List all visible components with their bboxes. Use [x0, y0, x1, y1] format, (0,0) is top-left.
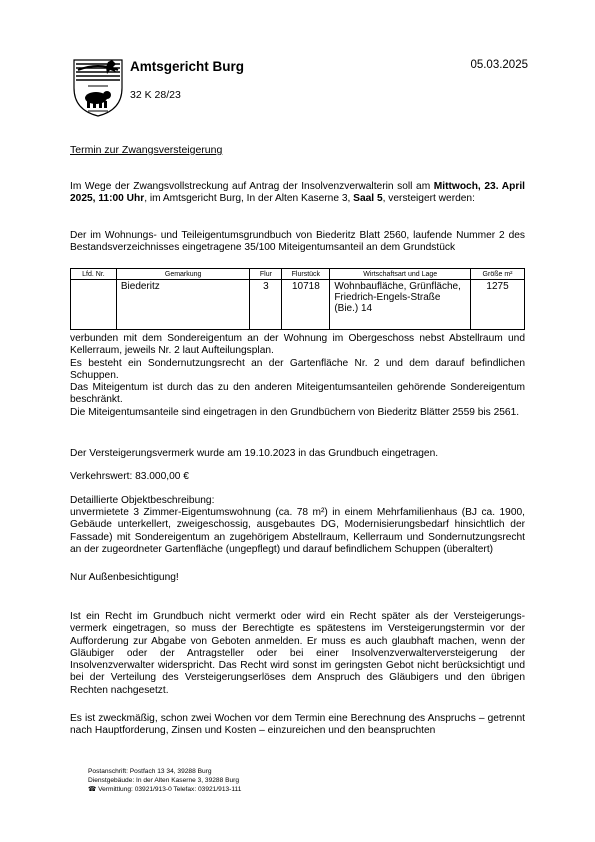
after-table-paragraph — [70, 333, 525, 419]
verkehrswert-line: Verkehrswert: 83.000,00 € — [70, 471, 189, 482]
office-address: Dienstgebäude: In der Alten Kaserne 3, 39288 Burg — [88, 776, 240, 784]
auction-room: Saal 5 — [353, 193, 383, 205]
coat-of-arms-icon — [72, 58, 124, 118]
intro-paragraph: Im Wege der Zwangsvollstreckung auf Antrag der Insolvenzverwalterin soll am Mittwoch, 23. April 2025, 11:00 Uhr, im Amtsgericht Burg, In der Alten Kaserne 3, Saal 5, versteigert werden: — [70, 181, 525, 205]
column-header: Wirtschaftsart und Lage — [330, 269, 471, 280]
table-cell — [71, 280, 117, 330]
vermerk-line: Der Versteigerungsvermerk wurde am 19.10.2023 in das Grundbuch eingetragen. — [70, 448, 439, 459]
property-table — [70, 268, 525, 330]
column-header: Flurstück — [282, 269, 330, 280]
document-date: 05.03.2025 — [470, 59, 528, 71]
rights-paragraph: Ist ein Recht im Grundbuch nicht vermerkt oder wird ein Recht später als der Versteigerungs-vermerk eingetragen, so muss der Berechtigte es spätestens im Versteigerungstermin vor der Aufforderung zur Abgabe von Geboten anmelden. Er muss es auch glaubhaft machen, wenn der Gläubiger oder der Antragsteller oder bei einer Insolvenzverwalterversteigerung der Insolvenzverwalter widerspricht. Das Recht wird sonst im geringsten Gebot nicht berücksichtigt und bei der Verteilung des Versteigerungserlöses dem Anspruch des Gläubigers und den übrigen Rechten nachgesetzt. — [70, 611, 525, 696]
table-cell: Biederitz — [116, 280, 250, 330]
viewing-note: Nur Außenbesichtigung! — [70, 572, 179, 583]
object-heading: Detaillierte Objektbeschreibung: — [70, 495, 215, 506]
table-header-row — [71, 269, 525, 280]
column-header: Gemarkung — [116, 269, 250, 280]
text-line: Es besteht ein Sondernutzungsrecht an der Gartenfläche Nr. 2 und dem darauf befindlichen Schuppen. — [70, 357, 525, 381]
phone-line: ☎ Vermittlung: 03921/913-0 Telefax: 03921/913-111 — [88, 785, 242, 793]
telephone-icon: ☎ — [88, 785, 97, 793]
auction-datetime: Mittwoch, 23. April 2025, 11:00 Uhr — [70, 181, 525, 205]
case-number: 32 K 28/23 — [130, 89, 181, 101]
column-header: Größe m² — [471, 269, 525, 280]
table-row — [71, 280, 525, 330]
grundbuch-paragraph: Der im Wohnungs- und Teileigentumsgrundbuch von Biederitz Blatt 2560, laufende Nummer 2 des Bestandsverzeichnisses eingetragene 35/100 Miteigentumsanteil an dem Grundstück — [70, 230, 525, 254]
footer — [88, 768, 241, 794]
table-cell: 3 — [250, 280, 282, 330]
document-title: Termin zur Zwangsversteigerung — [70, 144, 223, 156]
text-line: Das Miteigentum ist durch das zu den anderen Miteigentumsanteilen gehörende Sondereigentum beschränkt. — [70, 382, 525, 406]
court-name: Amtsgericht Burg — [130, 59, 245, 74]
table-cell: Wohnbaufläche, Grünfläche, Friedrich-Engels-Straße (Bie.) 14 — [330, 280, 471, 330]
object-description: unvermietete 3 Zimmer-Eigentumswohnung (ca. 78 m²) in einem Mehrfamilienhaus (BJ ca. 1900, Gebäude unterkellert, zweigeschossig, ausgebautes DG, Modernisierungsbedarf hinsichtlich der Fassade) mit Sondereigentum an zugehörigem Abstellraum, Kellerraum und Sondernutzungsrecht an der zugeordneter Gartenfläche (ungepflegt) und darauf befindlichem Schuppen (überaltert) — [70, 507, 525, 555]
table-cell: 1275 — [471, 280, 525, 330]
last-paragraph: Es ist zweckmäßig, schon zwei Wochen vor dem Termin eine Berechnung des Anspruchs – getrennt nach Hauptforderung, Zinsen und Kosten – einzureichen und den beanspruchten — [70, 713, 525, 737]
postal-address: Postanschrift: Postfach 13 34, 39288 Burg — [88, 768, 212, 775]
text-line: Die Miteigentumsanteile sind eingetragen in den Grundbüchern von Biederitz Blätter 2559 bis 2561. — [70, 406, 520, 418]
text-line: verbunden mit dem Sondereigentum an der Wohnung im Obergeschoss nebst Abstellraum und Kellerraum, jeweils Nr. 2 laut Aufteilungsplan. — [70, 333, 525, 357]
column-header: Flur — [250, 269, 282, 280]
column-header: Lfd. Nr. — [71, 269, 117, 280]
table-cell: 10718 — [282, 280, 330, 330]
